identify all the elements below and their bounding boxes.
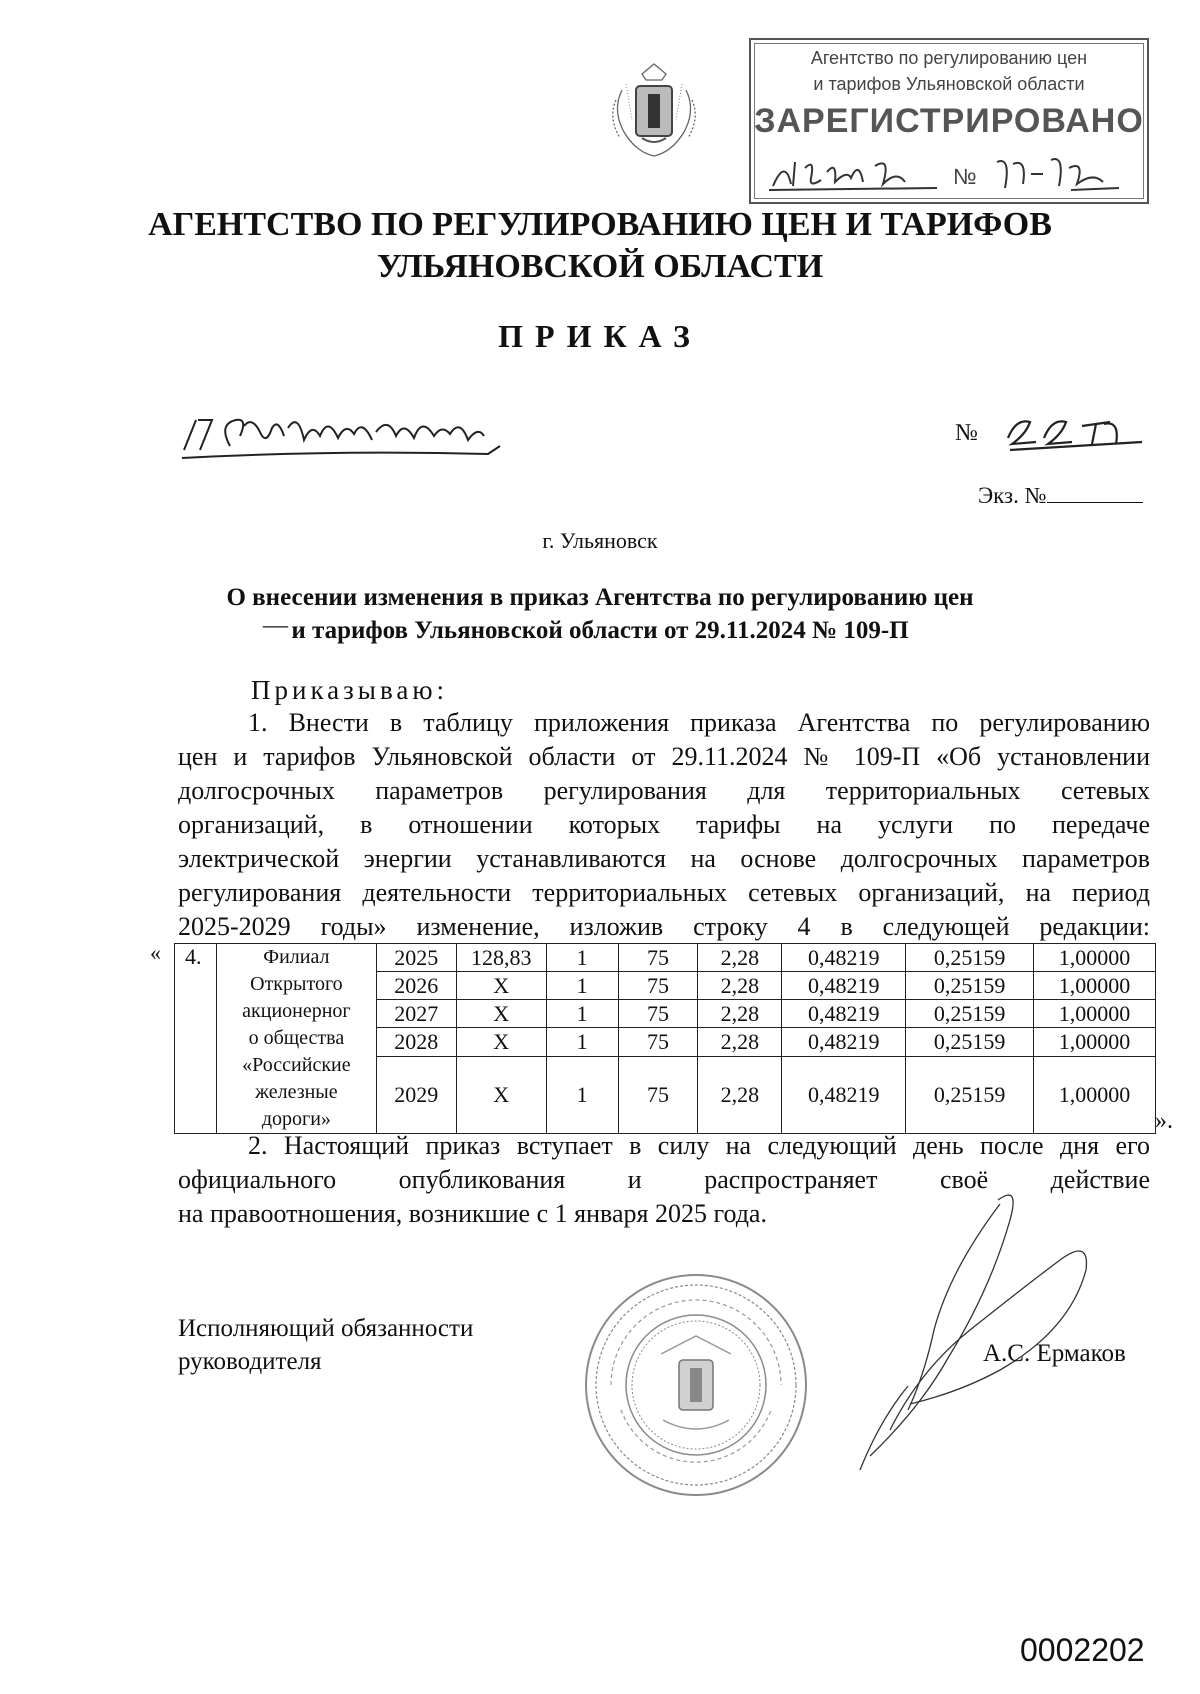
coat-of-arms-icon: [602, 60, 706, 164]
table-cell: 75: [618, 1000, 698, 1028]
serial-number: 0002202: [1020, 1632, 1145, 1668]
table-cell: 75: [618, 1028, 698, 1056]
signer-role-line: руководителя: [178, 1348, 322, 1375]
signer-name: А.С. Ермаков: [983, 1340, 1126, 1367]
table-cell: X: [456, 972, 546, 1000]
paragraph-2-line: 2. Настоящий приказ вступает в силу на следующий день после дня его: [248, 1131, 1150, 1160]
table-cell: 0,25159: [906, 944, 1034, 972]
table-cell: 0,25159: [906, 1028, 1034, 1056]
table-cell: 2,28: [698, 1028, 782, 1056]
table-cell: 1: [546, 1028, 618, 1056]
table-cell: 2,28: [698, 1000, 782, 1028]
organization-name: [216, 944, 376, 1134]
order-word: Приказываю:: [251, 675, 448, 705]
city: г. Ульяновск: [542, 528, 658, 553]
table-cell: 0,48219: [782, 944, 906, 972]
row-number: 4.: [175, 944, 217, 1134]
quote-open: «: [150, 940, 161, 965]
paragraph-1-line: долгосрочных параметров регулирования для территориальных сетевых: [178, 776, 1150, 805]
paragraph-1: [178, 706, 1150, 944]
table-cell: 75: [618, 944, 698, 972]
org-name-line: железные: [255, 1081, 338, 1103]
table-cell: 0,25159: [906, 1000, 1034, 1028]
table-cell: X: [456, 1000, 546, 1028]
table-row: [175, 944, 1156, 972]
table-cell: 1,00000: [1034, 1028, 1156, 1056]
org-name-line: «Российские: [242, 1054, 351, 1076]
table-cell: 2026: [376, 972, 456, 1000]
registration-stamp: [749, 38, 1149, 204]
org-name-line: акционерног: [242, 1000, 351, 1022]
paragraph-1-line: 1. Внести в таблицу приложения приказа Агентства по регулированию: [248, 708, 1150, 737]
official-seal-icon: [581, 1270, 811, 1500]
signer-role: [178, 1312, 473, 1378]
table-cell: 1: [546, 1056, 618, 1133]
paragraph-1-line: регулирования деятельности территориальных сетевых организаций, на период: [178, 878, 1150, 907]
table-cell: 0,48219: [782, 1028, 906, 1056]
tariff-parameters-table: [174, 943, 1156, 1134]
stamp-no-label: №: [953, 164, 977, 189]
table-cell: 1,00000: [1034, 1056, 1156, 1133]
copy-number: [978, 482, 1143, 509]
signer-role-line: Исполняющий обязанности: [178, 1315, 474, 1342]
org-name-line: дороги»: [261, 1108, 331, 1130]
paragraph-2-line: на правоотношения, возникшие с 1 января 2025 года.: [178, 1199, 767, 1228]
org-name-line: Филиал: [263, 946, 330, 968]
copy-number-blank: [1047, 482, 1143, 503]
table-cell: 1: [546, 944, 618, 972]
handwritten-date: [178, 406, 518, 462]
table-cell: 128,83: [456, 944, 546, 972]
table-cell: 2,28: [698, 972, 782, 1000]
table-cell: 2025: [376, 944, 456, 972]
handwritten-signature: [850, 1180, 1110, 1480]
agency-name-line-1: АГЕНТСТВО ПО РЕГУЛИРОВАНИЮ ЦЕН И ТАРИФОВ: [148, 206, 1052, 243]
agency-name-line-2: УЛЬЯНОВСКОЙ ОБЛАСТИ: [376, 248, 824, 285]
order-number-label: №: [955, 420, 978, 446]
subject-line-2: и тарифов Ульяновской области от 29.11.2024 № 109-П: [291, 617, 909, 644]
table-cell: X: [456, 1056, 546, 1133]
paragraph-1-line: 2025-2029 годы» изменение, изложив строку 4 в следующей редакции:: [178, 912, 1150, 941]
dash-mark: —: [263, 612, 288, 639]
subject-line-1: О внесении изменения в приказ Агентства по регулированию цен: [226, 584, 974, 611]
table-cell: 1,00000: [1034, 944, 1156, 972]
table-cell: 75: [618, 1056, 698, 1133]
paragraph-1-line: электрической энергии устанавливаются на основе долгосрочных параметров: [178, 844, 1150, 873]
table-cell: 2027: [376, 1000, 456, 1028]
table-cell: 0,25159: [906, 1056, 1034, 1133]
table-cell: 0,48219: [782, 1056, 906, 1133]
stamp-line-2: и тарифов Ульяновской области: [813, 74, 1085, 94]
org-name-line: Открытого: [250, 973, 343, 995]
table-cell: 1: [546, 1000, 618, 1028]
paragraph-2-line: официального опубликования и распространяет своё действие: [178, 1165, 1150, 1194]
table-cell: 75: [618, 972, 698, 1000]
table-cell: 2029: [376, 1056, 456, 1133]
table-cell: 2028: [376, 1028, 456, 1056]
table-cell: 1,00000: [1034, 1000, 1156, 1028]
stamp-line-1: Агентство по регулированию цен: [810, 48, 1088, 68]
table-cell: 0,48219: [782, 972, 906, 1000]
document-type-title: ПРИКАЗ: [498, 318, 702, 354]
paragraph-1-line: цен и тарифов Ульяновской области от 29.11.2024 № 109-П «Об установлении: [178, 742, 1150, 771]
stamp-handwritten-date-number: [765, 148, 1125, 196]
table-cell: 0,25159: [906, 972, 1034, 1000]
org-name-line: о общества: [248, 1027, 345, 1049]
table-cell: 1: [546, 972, 618, 1000]
table-cell: 2,28: [698, 1056, 782, 1133]
table-cell: 1,00000: [1034, 972, 1156, 1000]
stamp-registered: ЗАРЕГИСТРИРОВАНО: [754, 102, 1144, 140]
copy-number-label: Экз. №: [978, 483, 1047, 508]
handwritten-order-number: [1000, 404, 1150, 454]
table-cell: 0,48219: [782, 1000, 906, 1028]
paragraph-1-line: организаций, в отношении которых тарифы на услуги по передаче: [178, 810, 1150, 839]
table-cell: X: [456, 1028, 546, 1056]
quote-close: ».: [1155, 1108, 1173, 1134]
table-cell: 2,28: [698, 944, 782, 972]
